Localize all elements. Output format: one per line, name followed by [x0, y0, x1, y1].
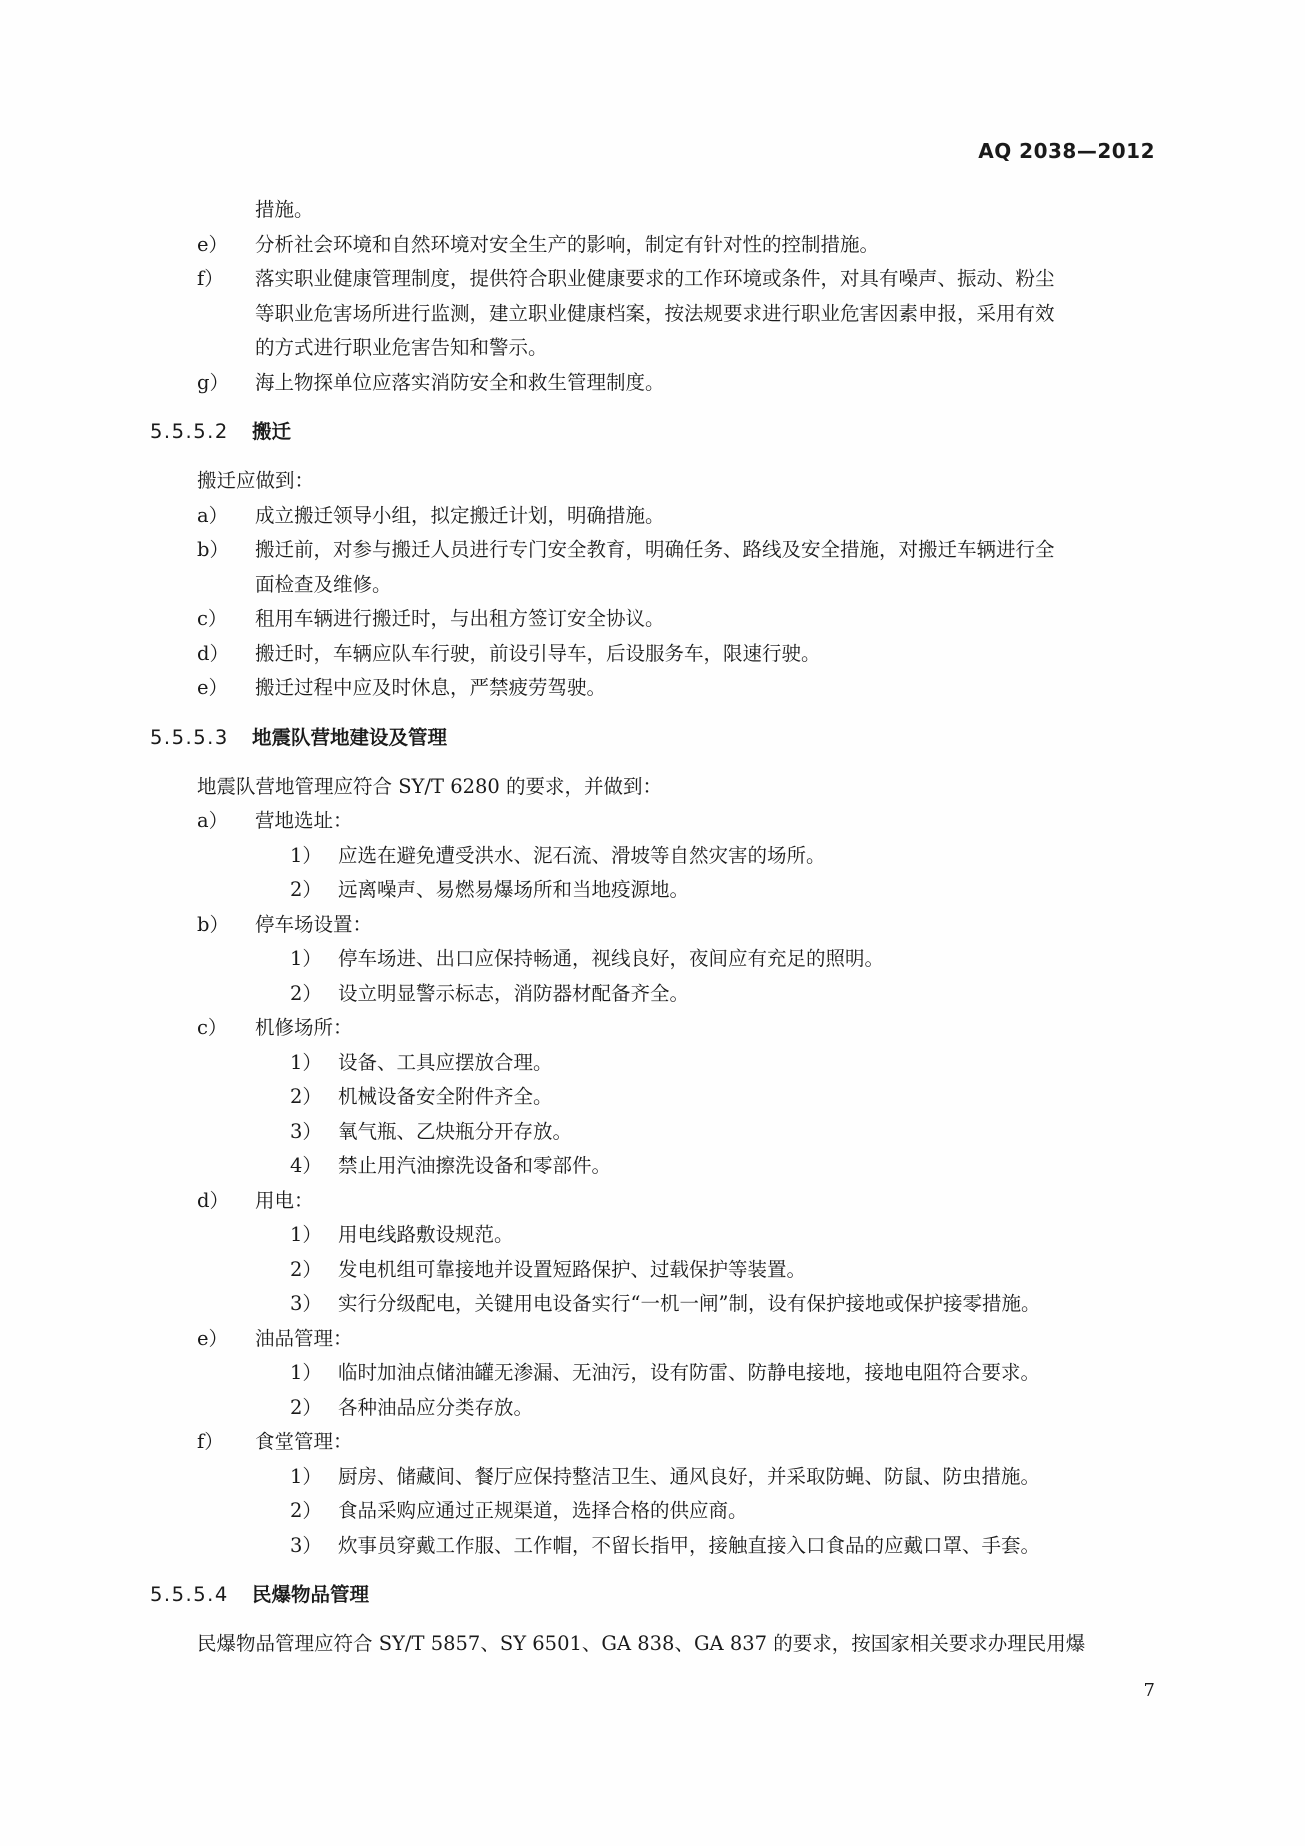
page-number: 7 — [1143, 1680, 1155, 1701]
continuation-tail: 措施。 — [255, 198, 314, 221]
list-marker: a） — [197, 503, 229, 527]
sub-list-text: 停车场进、出口应保持畅通，视线良好，夜间应有充足的照明。 — [338, 947, 885, 970]
list-text: 搬迁时，车辆应队车行驶，前设引导车，后设服务车，限速行驶。 — [255, 641, 821, 665]
list-marker: d） — [197, 1188, 229, 1212]
sub-list-item — [150, 1391, 1155, 1426]
list-text-line: 面检查及维修。 — [255, 572, 392, 596]
sub-list-marker: 2） — [290, 1085, 322, 1108]
sub-list-item — [150, 1218, 1155, 1253]
sub-list-item — [150, 1080, 1155, 1115]
sub-list-item — [150, 1046, 1155, 1081]
sub-list-text: 禁止用汽油擦洗设备和零部件。 — [338, 1154, 612, 1177]
list-text: 租用车辆进行搬迁时，与出租方签订安全协议。 — [255, 607, 665, 630]
sub-list-marker: 2） — [290, 878, 322, 901]
list-group-label: 机修场所： — [255, 1016, 353, 1039]
sub-list-text: 氧气瓶、乙炔瓶分开存放。 — [338, 1119, 573, 1143]
sub-list-marker: 3） — [290, 1119, 322, 1143]
sub-list-marker: 2） — [290, 1395, 322, 1419]
sub-list-item — [150, 1115, 1155, 1150]
sub-list-marker: 2） — [290, 1499, 322, 1522]
list-group-label: 油品管理： — [255, 1326, 353, 1350]
page-content — [150, 193, 1155, 1662]
list-group — [150, 1322, 1155, 1357]
list-item — [150, 602, 1155, 637]
sub-list-text: 设备、工具应摆放合理。 — [338, 1050, 553, 1074]
list-text — [255, 533, 1155, 602]
list-marker: e） — [197, 676, 229, 699]
list-marker: a） — [197, 809, 229, 832]
list-marker: e） — [197, 1326, 229, 1350]
section-heading-5554 — [150, 1579, 1155, 1611]
section-number: 5.5.5.2 — [150, 420, 229, 443]
list-item — [150, 366, 1155, 401]
sub-list-item — [150, 942, 1155, 977]
section-title: 地震队营地建设及管理 — [252, 725, 448, 749]
sub-list-item — [150, 1287, 1155, 1322]
list-item — [150, 262, 1155, 366]
list-text: 搬迁过程中应及时休息，严禁疲劳驾驶。 — [255, 676, 607, 699]
sub-list-marker: 1） — [290, 1361, 322, 1384]
standard-code: AQ 2038—2012 — [978, 139, 1155, 163]
list-group — [150, 908, 1155, 943]
list-group — [150, 1011, 1155, 1046]
sub-list-marker: 1） — [290, 843, 322, 867]
sub-list-text: 食品采购应通过正规渠道，选择合格的供应商。 — [338, 1499, 748, 1522]
sub-list-item — [150, 873, 1155, 908]
list-text-line: 分析社会环境和自然环境对安全生产的影响，制定有针对性的控制措施。 — [255, 232, 880, 256]
list-marker: b） — [197, 538, 229, 561]
sub-list-text: 应选在避免遭受洪水、泥石流、滑坡等自然灾害的场所。 — [338, 843, 826, 867]
section-title: 搬迁 — [252, 420, 292, 443]
sub-list-marker: 4） — [290, 1154, 322, 1177]
list-marker: b） — [197, 912, 229, 936]
sub-list-marker: 2） — [290, 1257, 322, 1281]
list-marker: g） — [197, 370, 229, 394]
list-item — [150, 533, 1155, 602]
list-group-label: 营地选址： — [255, 809, 353, 832]
list-marker: f） — [197, 267, 224, 290]
sub-list-text: 用电线路敷设规范。 — [338, 1223, 514, 1246]
list-marker: e） — [197, 232, 229, 256]
sub-list-text: 临时加油点储油罐无渗漏、无油污，设有防雷、防静电接地，接地电阻符合要求。 — [338, 1361, 1041, 1384]
list-item — [150, 671, 1155, 706]
section-heading-5553 — [150, 722, 1155, 754]
list-text-line: 海上物探单位应落实消防安全和救生管理制度。 — [255, 370, 665, 394]
sub-list-text: 厨房、储藏间、餐厅应保持整洁卫生、通风良好，并采取防蝇、防鼠、防虫措施。 — [338, 1464, 1041, 1488]
sub-list-marker: 1） — [290, 947, 322, 970]
sub-list-marker: 1） — [290, 1223, 322, 1246]
list-item — [150, 637, 1155, 672]
list-group-label: 停车场设置： — [255, 912, 373, 936]
sub-list-text: 发电机组可靠接地并设置短路保护、过载保护等装置。 — [338, 1257, 807, 1281]
list-text-line: 落实职业健康管理制度，提供符合职业健康要求的工作环境或条件，对具有噪声、振动、粉尘 — [255, 267, 1055, 290]
sub-list-item — [150, 839, 1155, 874]
sub-list-marker: 3） — [290, 1292, 322, 1315]
list-group-label: 用电： — [255, 1188, 314, 1212]
list-group — [150, 1184, 1155, 1219]
list-marker: f） — [197, 1430, 224, 1453]
section-number: 5.5.5.4 — [150, 1583, 229, 1606]
sub-list-item — [150, 977, 1155, 1012]
sub-list-marker: 1） — [290, 1050, 322, 1074]
section-intro: 地震队营地管理应符合 SY/T 6280 的要求，并做到： — [197, 774, 663, 798]
list-text-line: 的方式进行职业危害告知和警示。 — [255, 336, 548, 359]
list-text: 成立搬迁领导小组，拟定搬迁计划，明确措施。 — [255, 503, 665, 527]
sub-list-item — [150, 1529, 1155, 1564]
section-heading-5552 — [150, 416, 1155, 448]
sub-list-marker: 2） — [290, 981, 322, 1005]
sub-list-item — [150, 1494, 1155, 1529]
section-intro: 搬迁应做到： — [197, 469, 315, 492]
section-number: 5.5.5.3 — [150, 725, 229, 749]
list-text — [255, 228, 1155, 263]
list-marker: c） — [197, 1016, 228, 1039]
list-text — [255, 366, 1155, 401]
sub-list-text: 各种油品应分类存放。 — [338, 1395, 534, 1419]
sub-list-text: 炊事员穿戴工作服、工作帽，不留长指甲，接触直接入口食品的应戴口罩、手套。 — [338, 1533, 1041, 1557]
sub-list-text: 机械设备安全附件齐全。 — [338, 1085, 553, 1108]
sub-list-item — [150, 1253, 1155, 1288]
list-group — [150, 1425, 1155, 1460]
sub-list-item — [150, 1356, 1155, 1391]
sub-list-text: 设立明显警示标志，消防器材配备齐全。 — [338, 981, 690, 1005]
sub-list-text: 远离噪声、易燃易爆场所和当地疫源地。 — [338, 878, 690, 901]
list-text — [255, 262, 1155, 366]
sub-list-marker: 3） — [290, 1533, 322, 1557]
section-title: 民爆物品管理 — [252, 1583, 370, 1606]
list-marker: d） — [197, 641, 229, 665]
sub-list-item — [150, 1149, 1155, 1184]
list-group-label: 食堂管理： — [255, 1430, 353, 1453]
sub-list-marker: 1） — [290, 1464, 322, 1488]
list-item — [150, 499, 1155, 534]
sub-list-text: 实行分级配电，关键用电设备实行“一机一闸”制，设有保护接地或保护接零措施。 — [338, 1292, 1041, 1315]
sub-list-item — [150, 1460, 1155, 1495]
list-group — [150, 804, 1155, 839]
list-marker: c） — [197, 607, 228, 630]
list-text-line: 搬迁前，对参与搬迁人员进行专门安全教育，明确任务、路线及安全措施，对搬迁车辆进行全 — [255, 538, 1055, 561]
list-item — [150, 228, 1155, 263]
section-intro: 民爆物品管理应符合 SY/T 5857、SY 6501、GA 838、GA 837 的要求，按国家相关要求办理民用爆 — [197, 1632, 1086, 1655]
list-text-line: 等职业危害场所进行监测，建立职业健康档案，按法规要求进行职业危害因素申报，采用有效 — [255, 301, 1055, 325]
